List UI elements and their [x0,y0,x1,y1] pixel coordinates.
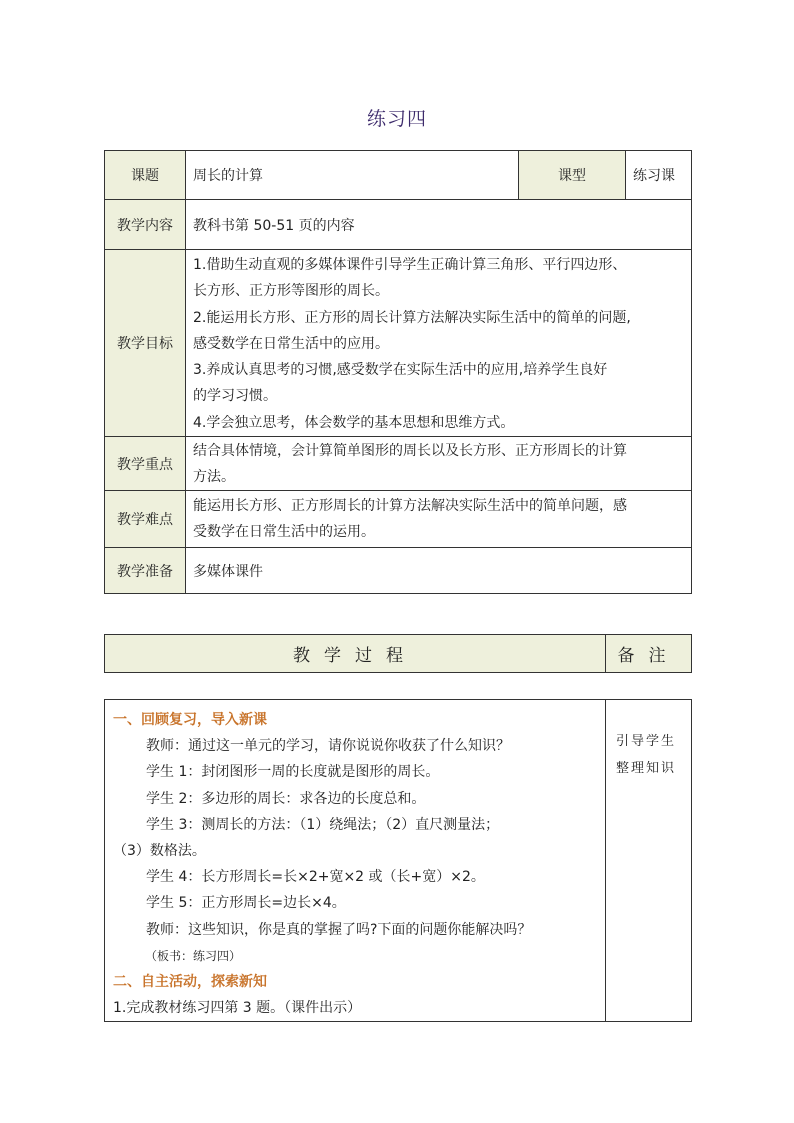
goal-line: 2.能运用长方形、正方形的周长计算方法解决实际生活中的简单的问题, [193,309,631,326]
lesson-info-table [104,150,692,594]
process-header: 教学过程 [105,635,606,673]
preparation-label: 教学准备 [105,548,186,594]
dialogue-line: 教师：通过这一单元的学习，请你说说你收获了什么知识？ [146,738,510,755]
dialogue-line: 学生 3：测周长的方法：（1）绕绳法；（2）直尺测量法； [146,816,500,833]
board-note: （板书：练习四） [145,948,242,963]
process-header-table [104,634,692,673]
dialogue-line: 学生 1：封闭图形一周的长度就是图形的周长。 [146,764,440,781]
goals-label: 教学目标 [105,250,186,437]
goal-line: 1.借助生动直观的多媒体课件引导学生正确计算三角形、平行四边形、 [193,257,627,274]
content-label: 教学内容 [105,200,186,250]
note-line: 整理知识 [616,761,677,776]
section-title: 一、回顾复习，导入新课 [113,712,267,728]
dialogue-line: 教师：这些知识，你是真的掌握了吗?下面的问题你能解决吗？ [146,921,532,938]
difficult-line: 受数学在日常生活中的运用。 [193,524,375,540]
notes-header: 备注 [606,635,692,673]
dialogue-line: 学生 5：正方形周长=边长×4。 [146,895,346,912]
dialogue-line: （3）数格法。 [113,843,206,860]
note-line: 引导学生 [616,734,677,749]
preparation-value: 多媒体课件 [186,548,692,594]
dialogue-line: 学生 2：多边形的周长：求各边的长度总和。 [146,790,426,807]
key-line: 方法。 [193,468,235,485]
goal-line: 3.养成认真思考的习惯,感受数学在实际生活中的应用,培养学生良好 [193,362,608,379]
type-label: 课型 [519,151,626,200]
notes-content [606,700,692,1022]
goal-line: 感受数学在日常生活中的应用。 [193,335,389,352]
difficult-points-label: 教学难点 [105,491,186,548]
dialogue-line: 学生 4：长方形周长=长×2+宽×2 或（长+宽）×2。 [146,869,485,886]
type-value: 练习课 [626,151,692,200]
goal-line: 长方形、正方形等图形的周长。 [193,283,389,300]
key-line: 结合具体情境，会计算简单图形的周长以及长方形、正方形周长的计算 [193,442,627,459]
section-title: 二、自主活动，探索新知 [113,974,267,991]
goals-value [186,250,692,437]
page-title: 练习四 [366,108,427,130]
key-points-label: 教学重点 [105,437,186,491]
goal-line: 的学习习惯。 [193,388,277,405]
key-points-value [186,437,692,491]
difficult-line: 能运用长方形、正方形周长的计算方法解决实际生活中的简单问题，感 [193,498,627,514]
topic-label: 课题 [105,151,186,200]
goal-line: 4.学会独立思考，体会数学的基本思想和思维方式。 [193,414,515,431]
topic-value: 周长的计算 [186,151,519,200]
process-table [104,699,692,1022]
process-content [105,700,606,1022]
difficult-points-value [186,491,692,548]
content-value: 教科书第 50-51 页的内容 [186,200,692,250]
exercise-line: 1.完成教材练习四第 3 题。（课件出示） [113,1000,362,1017]
